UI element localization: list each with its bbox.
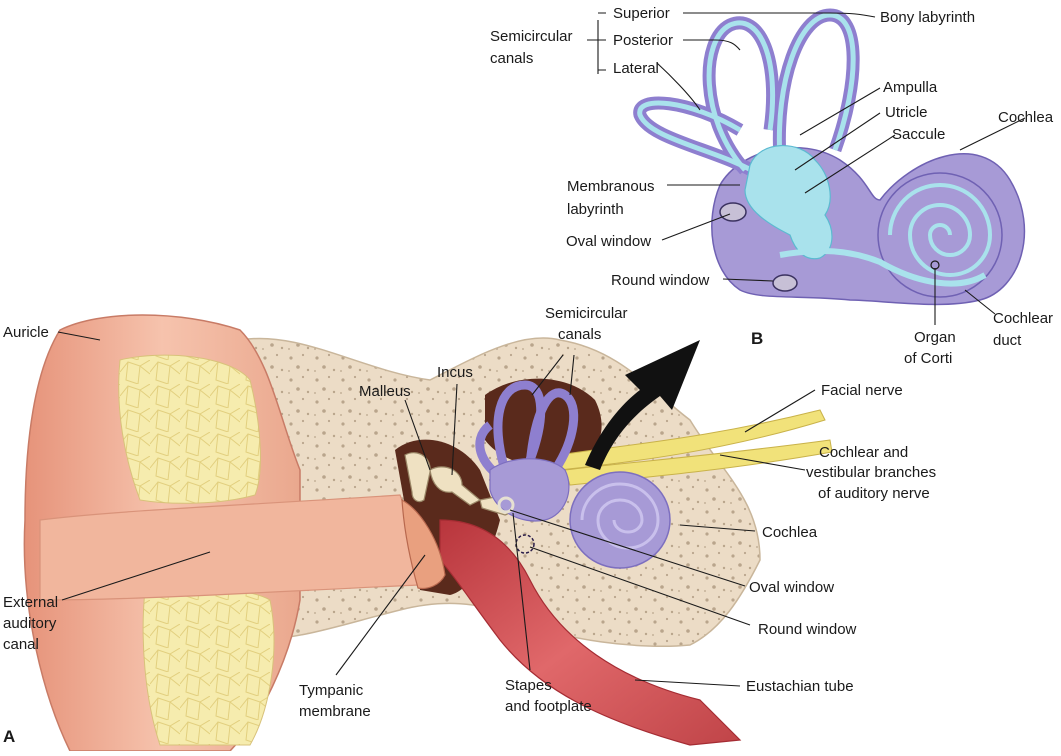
label-external-auditory-canal-2: auditory bbox=[3, 615, 57, 632]
panel-b-illustration bbox=[640, 15, 1025, 304]
label-auditory-nerve-2: vestibular branches bbox=[806, 464, 937, 481]
label-cochlear-duct: Cochlear bbox=[993, 310, 1054, 327]
label-auditory-nerve: Cochlear and bbox=[819, 444, 909, 461]
label-oval-window-b: Oval window bbox=[566, 233, 652, 250]
label-eustachian-tube: Eustachian tube bbox=[746, 678, 854, 695]
label-semicircular-canals-a-2: canals bbox=[558, 326, 602, 343]
label-cochlea-b: Cochlea bbox=[998, 109, 1054, 126]
label-organ-of-corti-2: of Corti bbox=[904, 350, 953, 367]
label-tympanic-membrane-2: membrane bbox=[299, 703, 371, 720]
label-oval-window-a: Oval window bbox=[749, 579, 835, 596]
label-saccule: Saccule bbox=[892, 126, 946, 143]
label-auricle: Auricle bbox=[3, 324, 49, 341]
panel-label-a: A bbox=[3, 727, 16, 746]
label-incus: Incus bbox=[437, 364, 473, 381]
label-superior: Superior bbox=[613, 5, 670, 22]
label-utricle: Utricle bbox=[885, 104, 928, 121]
label-membranous-labyrinth-2: labyrinth bbox=[567, 201, 624, 218]
oval-window-b bbox=[720, 203, 746, 221]
label-stapes-2: and footplate bbox=[505, 698, 592, 715]
round-window-b bbox=[773, 275, 797, 291]
cartilage-upper bbox=[119, 355, 261, 503]
label-auditory-nerve-3: of auditory nerve bbox=[818, 485, 930, 502]
panel-label-b: B bbox=[751, 329, 764, 348]
label-stapes: Stapes bbox=[505, 677, 552, 694]
cochlea-a-shape bbox=[570, 472, 670, 568]
panel-a-illustration bbox=[24, 315, 835, 751]
label-external-auditory-canal: External bbox=[3, 594, 59, 611]
label-organ-of-corti: Organ bbox=[914, 329, 956, 346]
label-ampulla: Ampulla bbox=[883, 79, 938, 96]
label-facial-nerve: Facial nerve bbox=[821, 382, 903, 399]
label-round-window-b: Round window bbox=[611, 272, 710, 289]
label-semicircular-canals-a: Semicircular bbox=[545, 305, 628, 322]
label-malleus: Malleus bbox=[359, 383, 411, 400]
label-lateral: Lateral bbox=[613, 60, 659, 77]
label-semicircular-canals-b: Semicircular bbox=[490, 28, 573, 45]
cartilage-lower bbox=[143, 588, 274, 745]
label-external-auditory-canal-3: canal bbox=[3, 636, 39, 653]
label-posterior: Posterior bbox=[613, 32, 674, 49]
label-semicircular-canals-b-2: canals bbox=[490, 50, 534, 67]
label-bony-labyrinth: Bony labyrinth bbox=[880, 9, 976, 26]
label-cochlear-duct-2: duct bbox=[993, 332, 1022, 349]
label-cochlea-a: Cochlea bbox=[762, 524, 818, 541]
label-membranous-labyrinth: Membranous bbox=[567, 178, 655, 195]
label-tympanic-membrane: Tympanic bbox=[299, 682, 364, 699]
label-round-window-a: Round window bbox=[758, 621, 857, 638]
